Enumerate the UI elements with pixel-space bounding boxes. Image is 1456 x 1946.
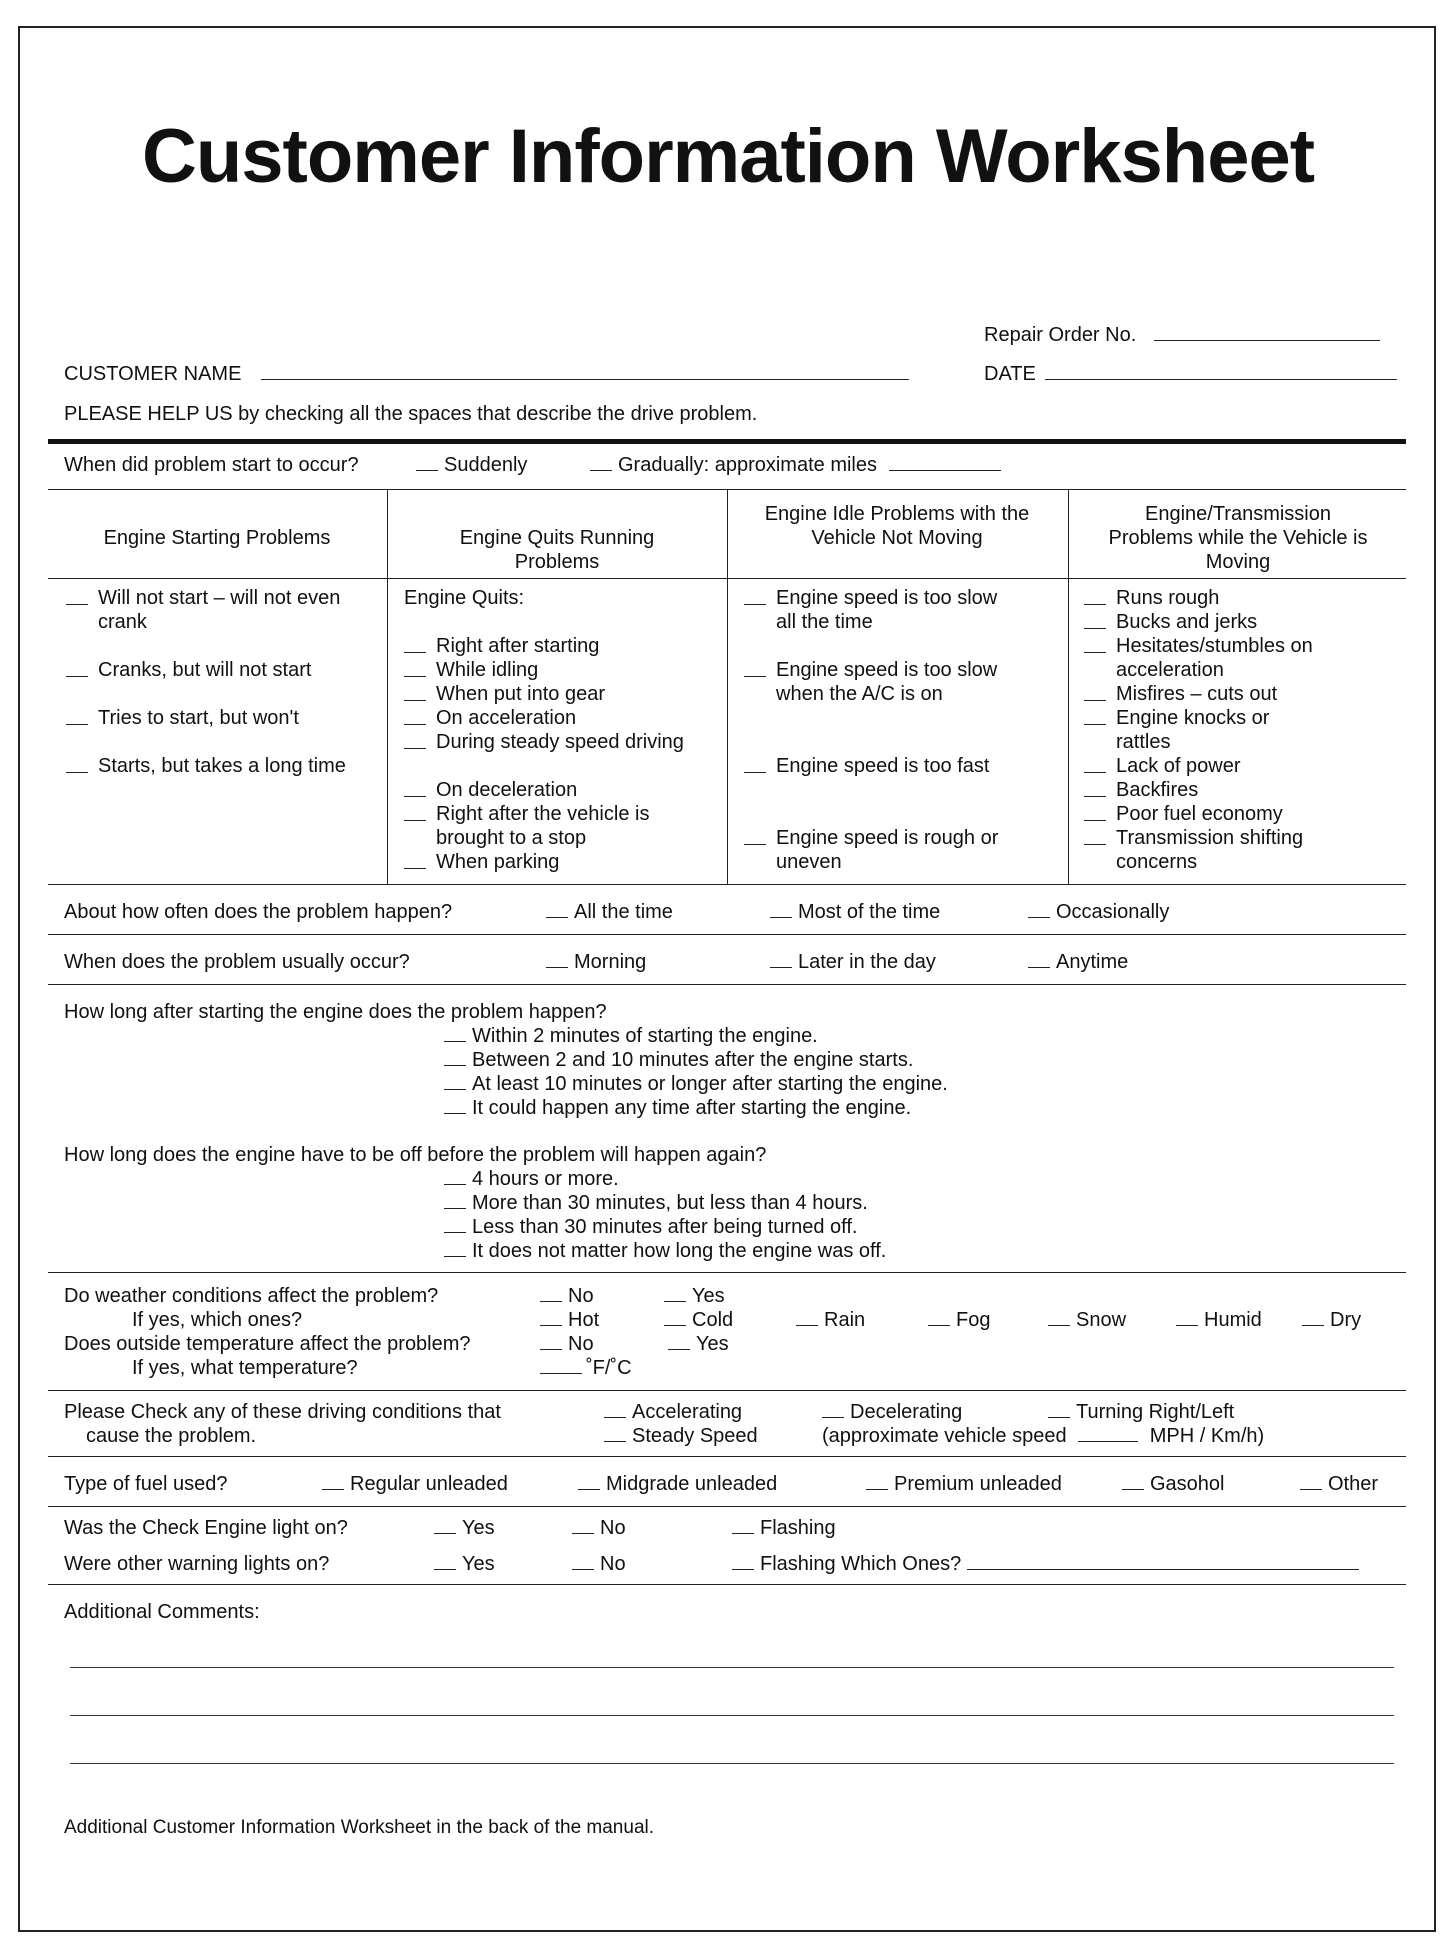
list-item bbox=[744, 586, 1004, 634]
temperature-unit: ˚F/˚C bbox=[586, 1357, 632, 1379]
after-start-option bbox=[444, 1024, 818, 1048]
checkbox[interactable] bbox=[404, 636, 426, 653]
item-label: Runs rough bbox=[1116, 587, 1220, 609]
option-label: Regular unleaded bbox=[350, 1473, 508, 1495]
customer-name-row bbox=[64, 362, 909, 386]
option-label: Steady Speed bbox=[632, 1425, 758, 1447]
frequency-option bbox=[770, 900, 940, 924]
option-label: Fog bbox=[956, 1309, 991, 1331]
list-item bbox=[66, 586, 356, 634]
weather-condition bbox=[1176, 1308, 1262, 1332]
checkbox[interactable] bbox=[540, 1333, 562, 1350]
option-label: Yes bbox=[462, 1553, 495, 1575]
checkbox[interactable] bbox=[322, 1473, 344, 1490]
comment-line[interactable] bbox=[70, 1763, 1394, 1764]
temperature-value bbox=[540, 1356, 632, 1380]
checkbox[interactable] bbox=[1302, 1309, 1324, 1326]
item-label: Engine speed is rough or uneven bbox=[776, 827, 999, 873]
checkbox[interactable] bbox=[744, 588, 766, 605]
option-label: Dry bbox=[1330, 1309, 1362, 1331]
checkbox[interactable] bbox=[1084, 588, 1106, 605]
vehicle-speed bbox=[822, 1424, 1264, 1448]
option-label: It does not matter how long the engine was off. bbox=[472, 1240, 887, 1262]
list-item bbox=[66, 754, 356, 778]
list-item bbox=[1084, 586, 1384, 610]
list-item bbox=[1084, 754, 1384, 778]
list-item bbox=[404, 850, 704, 874]
repair-order-label: Repair Order No. bbox=[984, 324, 1137, 346]
checkbox[interactable] bbox=[732, 1517, 754, 1534]
checkbox[interactable] bbox=[444, 1216, 466, 1233]
list-item bbox=[1084, 778, 1384, 802]
driving-option bbox=[822, 1400, 962, 1424]
checkbox[interactable] bbox=[572, 1553, 594, 1570]
frequency-option bbox=[546, 900, 673, 924]
checkbox[interactable] bbox=[546, 901, 568, 918]
option-label: Within 2 minutes of starting the engine. bbox=[472, 1025, 818, 1047]
option-label: At least 10 minutes or longer after starting the engine. bbox=[472, 1073, 948, 1095]
list-item bbox=[744, 754, 1004, 778]
fuel-option bbox=[1300, 1472, 1378, 1496]
list-item bbox=[66, 658, 376, 682]
checkbox[interactable] bbox=[416, 454, 438, 471]
divider bbox=[48, 1272, 1406, 1273]
column-header-idle: Engine Idle Problems with the Vehicle Not Moving bbox=[764, 503, 1030, 549]
check-engine-flashing bbox=[732, 1516, 836, 1540]
divider bbox=[48, 1584, 1406, 1585]
option-label: Cold bbox=[692, 1309, 734, 1331]
check-engine-question: Was the Check Engine light on? bbox=[64, 1517, 348, 1539]
driving-question-cont: cause the problem. bbox=[86, 1425, 257, 1447]
divider bbox=[48, 884, 1406, 885]
checkbox[interactable] bbox=[1028, 951, 1050, 968]
date-row bbox=[984, 362, 1397, 386]
option-label: Suddenly bbox=[444, 454, 528, 476]
list-item bbox=[744, 826, 1004, 874]
checkbox[interactable] bbox=[444, 1240, 466, 1257]
checkbox[interactable] bbox=[770, 951, 792, 968]
checkbox[interactable] bbox=[578, 1473, 600, 1490]
after-start-option bbox=[444, 1072, 948, 1096]
item-label: When put into gear bbox=[436, 683, 605, 705]
driving-question: Please Check any of these driving conditions that bbox=[64, 1401, 501, 1423]
check-engine-yes bbox=[434, 1516, 495, 1540]
after-start-option bbox=[444, 1096, 911, 1120]
item-label: Right after the vehicle is brought to a stop bbox=[436, 803, 650, 849]
column-header-quits: Engine Quits Running Problems bbox=[459, 527, 655, 573]
option-label: Turning Right/Left bbox=[1076, 1401, 1235, 1423]
off-time-option bbox=[444, 1191, 868, 1215]
driving-option bbox=[1048, 1400, 1234, 1424]
checkbox[interactable] bbox=[1300, 1473, 1322, 1490]
checkbox[interactable] bbox=[404, 660, 426, 677]
weather-condition bbox=[796, 1308, 865, 1332]
item-label: When parking bbox=[436, 851, 560, 873]
list-item bbox=[404, 658, 704, 682]
option-label: No bbox=[600, 1517, 626, 1539]
checkbox[interactable] bbox=[444, 1097, 466, 1114]
checkbox[interactable] bbox=[668, 1333, 690, 1350]
option-label: Less than 30 minutes after being turned off. bbox=[472, 1216, 858, 1238]
option-label: Later in the day bbox=[798, 951, 936, 973]
divider bbox=[48, 984, 1406, 985]
option-label: Yes bbox=[696, 1333, 729, 1355]
list-item bbox=[744, 658, 1004, 706]
option-label: Gradually: approximate miles bbox=[618, 454, 877, 476]
temperature-no bbox=[540, 1332, 594, 1356]
option-label: More than 30 minutes, but less than 4 hours. bbox=[472, 1192, 868, 1214]
checkbox[interactable] bbox=[66, 708, 88, 725]
weather-sub-question: If yes, which ones? bbox=[132, 1309, 303, 1331]
checkbox[interactable] bbox=[546, 951, 568, 968]
checkbox[interactable] bbox=[1048, 1401, 1070, 1418]
temperature-question: Does outside temperature affect the problem? bbox=[64, 1333, 471, 1355]
approx-speed-label: (approximate vehicle speed bbox=[822, 1425, 1067, 1447]
option-label: Hot bbox=[568, 1309, 600, 1331]
option-label: Rain bbox=[824, 1309, 866, 1331]
list-item bbox=[404, 778, 704, 802]
repair-order-field[interactable] bbox=[1154, 340, 1380, 341]
column-divider bbox=[1068, 490, 1069, 884]
checkbox[interactable] bbox=[604, 1425, 626, 1442]
item-label: Engine speed is too slow all the time bbox=[776, 587, 998, 633]
item-label: Bucks and jerks bbox=[1116, 611, 1258, 633]
off-time-option bbox=[444, 1167, 619, 1191]
date-label: DATE bbox=[984, 363, 1036, 385]
divider bbox=[48, 439, 1406, 444]
option-label: Flashing bbox=[760, 1517, 836, 1539]
option-label: All the time bbox=[574, 901, 673, 923]
option-label: No bbox=[568, 1285, 594, 1307]
checkbox[interactable] bbox=[66, 756, 88, 773]
checkbox[interactable] bbox=[1028, 901, 1050, 918]
checkbox[interactable] bbox=[1122, 1473, 1144, 1490]
off-time-option bbox=[444, 1239, 886, 1263]
customer-name-label: CUSTOMER NAME bbox=[64, 363, 242, 385]
checkbox[interactable] bbox=[444, 1073, 466, 1090]
divider bbox=[48, 1506, 1406, 1507]
checkbox[interactable] bbox=[822, 1401, 844, 1418]
option-label: Midgrade unleaded bbox=[606, 1473, 778, 1495]
item-label: Engine speed is too fast bbox=[776, 755, 990, 777]
divider bbox=[48, 578, 1406, 579]
weather-no bbox=[540, 1284, 594, 1308]
occur-option bbox=[546, 950, 646, 974]
list-item bbox=[66, 706, 376, 730]
fuel-option bbox=[866, 1472, 1062, 1496]
checkbox[interactable] bbox=[1084, 636, 1106, 653]
weather-question: Do weather conditions affect the problem? bbox=[64, 1285, 439, 1307]
list-item bbox=[1084, 802, 1384, 826]
checkbox[interactable] bbox=[66, 660, 88, 677]
checkbox[interactable] bbox=[404, 732, 426, 749]
item-label: Misfires – cuts out bbox=[1116, 683, 1278, 705]
option-label: Occasionally bbox=[1056, 901, 1170, 923]
speed-units: MPH / Km/h) bbox=[1149, 1425, 1265, 1447]
list-item bbox=[1084, 826, 1344, 874]
checkbox[interactable] bbox=[770, 901, 792, 918]
item-label: Starts, but takes a long time bbox=[98, 755, 346, 777]
weather-yes bbox=[664, 1284, 725, 1308]
list-item bbox=[404, 634, 704, 658]
divider bbox=[48, 1390, 1406, 1391]
instructions: PLEASE HELP US by checking all the spaces that describe the drive problem. bbox=[64, 403, 758, 425]
checkbox[interactable] bbox=[404, 804, 426, 821]
start-gradually bbox=[590, 453, 1001, 477]
checkbox[interactable] bbox=[444, 1168, 466, 1185]
divider bbox=[48, 1456, 1406, 1457]
option-label: No bbox=[600, 1553, 626, 1575]
column-divider bbox=[727, 490, 728, 884]
checkbox[interactable] bbox=[866, 1473, 888, 1490]
frequency-option bbox=[1028, 900, 1169, 924]
after-start-question: How long after starting the engine does the problem happen? bbox=[64, 1001, 607, 1023]
item-label: Tries to start, but won't bbox=[98, 707, 299, 729]
after-start-option bbox=[444, 1048, 913, 1072]
checkbox[interactable] bbox=[744, 828, 766, 845]
checkbox[interactable] bbox=[1084, 780, 1106, 797]
option-label: Other bbox=[1328, 1473, 1379, 1495]
option-label: Morning bbox=[574, 951, 647, 973]
checkbox[interactable] bbox=[1048, 1309, 1070, 1326]
item-label: During steady speed driving bbox=[436, 731, 684, 753]
list-item bbox=[1084, 682, 1384, 706]
option-label: It could happen any time after starting the engine. bbox=[472, 1097, 912, 1119]
item-label: On deceleration bbox=[436, 779, 578, 801]
item-label: Will not start – will not even crank bbox=[98, 587, 341, 633]
checkbox[interactable] bbox=[434, 1553, 456, 1570]
list-item bbox=[404, 706, 704, 730]
fuel-question: Type of fuel used? bbox=[64, 1473, 228, 1495]
checkbox[interactable] bbox=[66, 588, 88, 605]
checkbox[interactable] bbox=[444, 1049, 466, 1066]
vehicle-speed-field[interactable] bbox=[1078, 1441, 1138, 1442]
checkbox[interactable] bbox=[1084, 756, 1106, 773]
option-label: Premium unleaded bbox=[894, 1473, 1062, 1495]
option-label: Decelerating bbox=[850, 1401, 963, 1423]
page-border bbox=[18, 26, 1436, 1932]
checkbox[interactable] bbox=[434, 1517, 456, 1534]
fuel-option bbox=[1122, 1472, 1225, 1496]
checkbox[interactable] bbox=[444, 1192, 466, 1209]
temperature-yes bbox=[668, 1332, 729, 1356]
checkbox[interactable] bbox=[664, 1309, 686, 1326]
weather-condition bbox=[928, 1308, 990, 1332]
item-label: Backfires bbox=[1116, 779, 1199, 801]
option-label: Humid bbox=[1204, 1309, 1262, 1331]
column-header-moving: Engine/Transmission Problems while the Vehicle is Moving bbox=[1108, 503, 1368, 573]
list-item bbox=[404, 802, 684, 850]
checkbox[interactable] bbox=[604, 1401, 626, 1418]
check-engine-no bbox=[572, 1516, 626, 1540]
page-title: Customer Information Worksheet bbox=[141, 114, 1315, 199]
item-label: Hesitates/stumbles on acceleration bbox=[1116, 635, 1313, 681]
start-suddenly bbox=[416, 453, 527, 477]
list-item bbox=[404, 682, 704, 706]
item-label: Poor fuel economy bbox=[1116, 803, 1283, 825]
list-item bbox=[1084, 610, 1384, 634]
frequency-question: About how often does the problem happen? bbox=[64, 901, 453, 923]
checkbox[interactable] bbox=[572, 1517, 594, 1534]
which-lights-field[interactable] bbox=[967, 1569, 1359, 1570]
warning-lights-no bbox=[572, 1552, 626, 1576]
option-label: Yes bbox=[462, 1517, 495, 1539]
checkbox[interactable] bbox=[1176, 1309, 1198, 1326]
checkbox[interactable] bbox=[590, 454, 612, 471]
checkbox[interactable] bbox=[1084, 684, 1106, 701]
divider bbox=[48, 934, 1406, 935]
checkbox[interactable] bbox=[1084, 612, 1106, 629]
item-label: Engine speed is too slow when the A/C is on bbox=[776, 659, 998, 705]
weather-condition bbox=[1302, 1308, 1361, 1332]
list-item bbox=[404, 730, 694, 754]
warning-lights-yes bbox=[434, 1552, 495, 1576]
occur-option bbox=[1028, 950, 1128, 974]
option-label: No bbox=[568, 1333, 594, 1355]
weather-condition bbox=[540, 1308, 599, 1332]
checkbox[interactable] bbox=[744, 756, 766, 773]
warning-lights-flashing bbox=[732, 1552, 1359, 1576]
checkbox[interactable] bbox=[444, 1025, 466, 1042]
list-item bbox=[1084, 634, 1384, 682]
checkbox[interactable] bbox=[1084, 828, 1106, 845]
option-label: Accelerating bbox=[632, 1401, 743, 1423]
checkbox[interactable] bbox=[540, 1309, 562, 1326]
column-divider bbox=[387, 490, 388, 884]
item-label: Cranks, but will not start bbox=[98, 659, 312, 681]
list-item bbox=[1084, 706, 1304, 754]
checkbox[interactable] bbox=[928, 1309, 950, 1326]
weather-condition bbox=[664, 1308, 733, 1332]
checkbox[interactable] bbox=[404, 852, 426, 869]
item-label: Lack of power bbox=[1116, 755, 1241, 777]
fuel-option bbox=[322, 1472, 508, 1496]
fuel-option bbox=[578, 1472, 777, 1496]
item-label: On acceleration bbox=[436, 707, 577, 729]
checkbox[interactable] bbox=[664, 1285, 686, 1302]
occur-question: When does the problem usually occur? bbox=[64, 951, 410, 973]
item-label: Engine knocks or rattles bbox=[1116, 707, 1270, 753]
checkbox[interactable] bbox=[540, 1285, 562, 1302]
date-field[interactable] bbox=[1045, 379, 1397, 380]
checkbox[interactable] bbox=[1084, 708, 1106, 725]
option-label: Gasohol bbox=[1150, 1473, 1225, 1495]
occur-option bbox=[770, 950, 936, 974]
driving-option bbox=[604, 1424, 758, 1448]
off-time-option bbox=[444, 1215, 857, 1239]
item-label: Transmission shifting concerns bbox=[1116, 827, 1304, 873]
checkbox[interactable] bbox=[796, 1309, 818, 1326]
approx-miles-field[interactable] bbox=[889, 470, 1001, 471]
comment-line[interactable] bbox=[70, 1715, 1394, 1716]
checkbox[interactable] bbox=[404, 684, 426, 701]
item-label: While idling bbox=[436, 659, 539, 681]
warning-lights-question: Were other warning lights on? bbox=[64, 1553, 330, 1575]
start-question: When did problem start to occur? bbox=[64, 454, 359, 476]
customer-name-field[interactable] bbox=[261, 379, 909, 380]
option-label: Most of the time bbox=[798, 901, 941, 923]
checkbox[interactable] bbox=[744, 660, 766, 677]
checkbox[interactable] bbox=[732, 1553, 754, 1570]
footer-note: Additional Customer Information Worksheet in the back of the manual. bbox=[64, 1817, 655, 1838]
repair-order-row bbox=[984, 323, 1380, 347]
option-label: Anytime bbox=[1056, 951, 1129, 973]
weather-condition bbox=[1048, 1308, 1126, 1332]
option-label: 4 hours or more. bbox=[472, 1168, 619, 1190]
option-label: Between 2 and 10 minutes after the engine starts. bbox=[472, 1049, 914, 1071]
comments-label: Additional Comments: bbox=[64, 1601, 260, 1623]
checkbox[interactable] bbox=[404, 708, 426, 725]
column-header-starting: Engine Starting Problems bbox=[103, 527, 331, 549]
option-label: Yes bbox=[692, 1285, 725, 1307]
option-label: Flashing Which Ones? bbox=[760, 1553, 962, 1575]
driving-option bbox=[604, 1400, 742, 1424]
item-label: Right after starting bbox=[436, 635, 600, 657]
off-time-question: How long does the engine have to be off before the problem will happen again? bbox=[64, 1144, 767, 1166]
checkbox[interactable] bbox=[404, 780, 426, 797]
engine-quits-intro: Engine Quits: bbox=[404, 587, 525, 609]
checkbox[interactable] bbox=[1084, 804, 1106, 821]
temperature-field[interactable] bbox=[540, 1373, 582, 1374]
option-label: Snow bbox=[1076, 1309, 1127, 1331]
temperature-sub-question: If yes, what temperature? bbox=[132, 1357, 358, 1379]
comment-line[interactable] bbox=[70, 1667, 1394, 1668]
